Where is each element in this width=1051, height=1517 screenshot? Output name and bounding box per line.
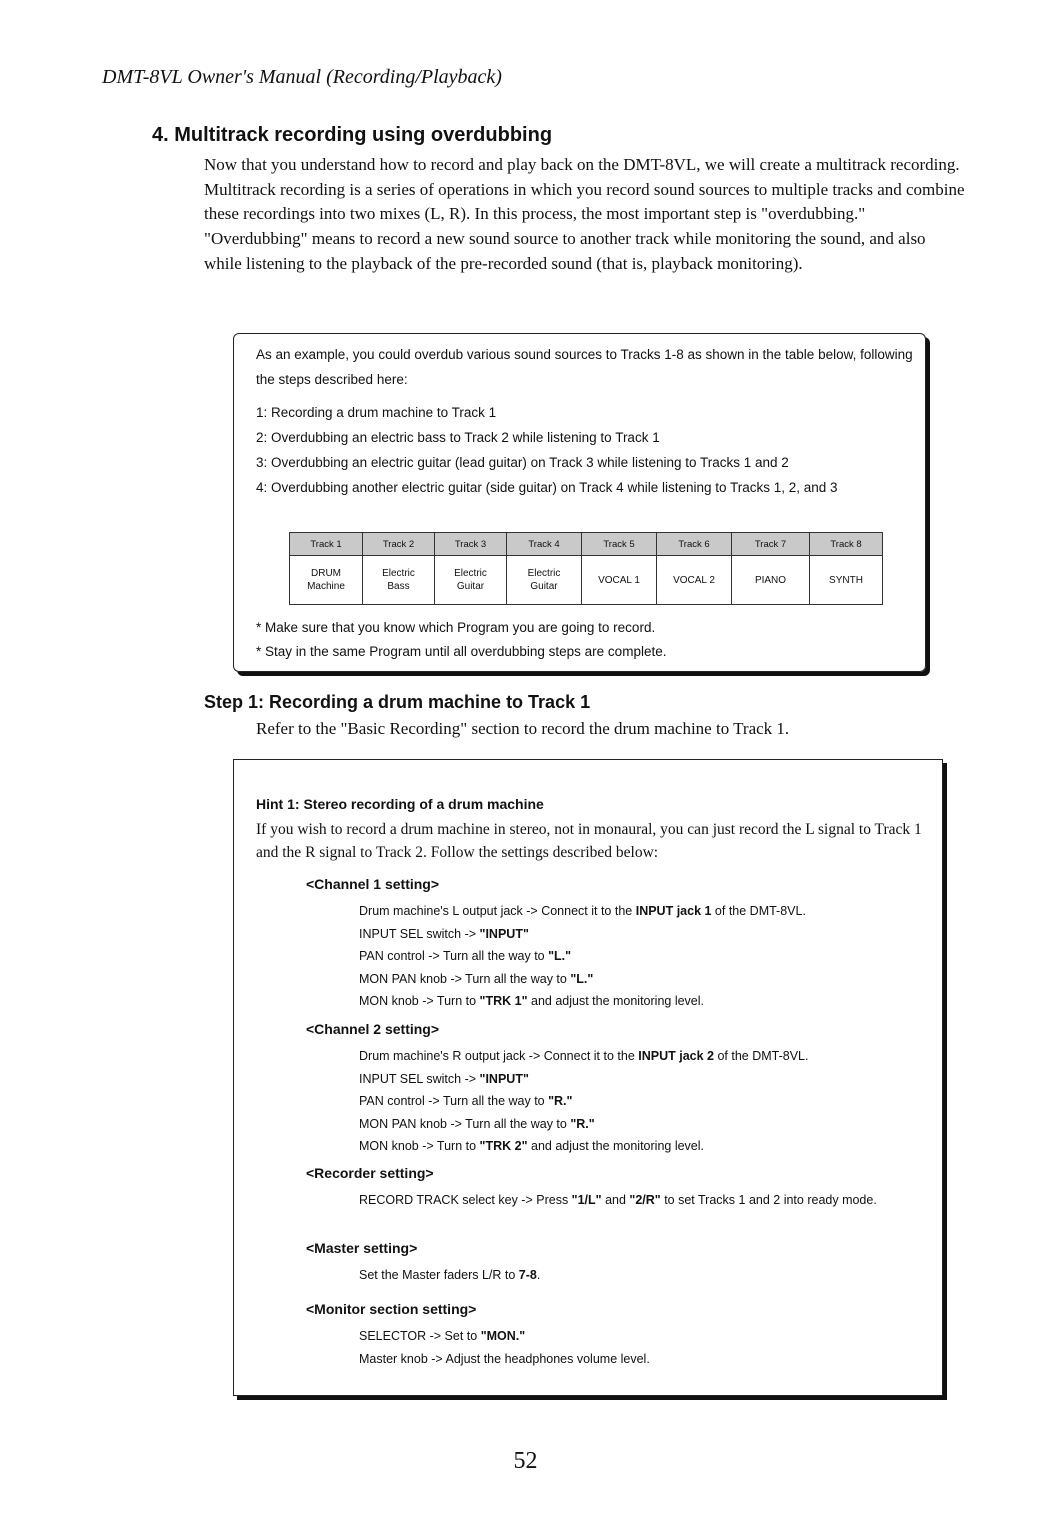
track-cell: Electric Guitar — [507, 556, 582, 605]
example-step: 1: Recording a drum machine to Track 1 — [256, 405, 497, 420]
track-header: Track 1 — [290, 533, 363, 556]
setting-line: SELECTOR -> Set to "MON." — [359, 1329, 526, 1343]
track-cell: SYNTH — [810, 556, 883, 605]
track-cell: VOCAL 1 — [582, 556, 657, 605]
track-header: Track 2 — [363, 533, 435, 556]
monitor-settings — [306, 1301, 650, 1370]
track-cell: Electric Guitar — [435, 556, 507, 605]
track-header: Track 3 — [435, 533, 507, 556]
recorder-settings — [306, 1165, 877, 1212]
channel-1-settings — [306, 876, 806, 1013]
channel-2-settings — [306, 1021, 808, 1158]
track-cell: Electric Bass — [363, 556, 435, 605]
setting-line: MON PAN knob -> Turn all the way to "R." — [359, 1116, 595, 1131]
example-intro: As an example, you could overdub various sound sources to Tracks 1-8 as shown in the table below, following the steps described here: — [256, 347, 913, 387]
setting-line: INPUT SEL switch -> "INPUT" — [359, 926, 529, 941]
track-header: Track 6 — [657, 533, 732, 556]
group-heading: <Monitor section setting> — [306, 1301, 477, 1317]
track-header: Track 5 — [582, 533, 657, 556]
example-step: 2: Overdubbing an electric bass to Track 2 while listening to Track 1 — [256, 430, 660, 445]
track-table — [289, 532, 883, 605]
hint-text: If you wish to record a drum machine in stereo, not in monaural, you can just record the L signal to Track 1 and the R signal to Track 2. Follow the settings described below: — [256, 821, 922, 861]
section-title: 4. Multitrack recording using overdubbing — [152, 124, 553, 146]
track-cell: PIANO — [732, 556, 810, 605]
page-number: 52 — [513, 1448, 538, 1474]
example-step: 4: Overdubbing another electric guitar (side guitar) on Track 4 while listening to Tracks 1, 2, and 3 — [256, 480, 838, 495]
track-cell: DRUM Machine — [290, 556, 363, 605]
track-cell: VOCAL 2 — [657, 556, 732, 605]
example-notes — [256, 616, 666, 664]
setting-line: PAN control -> Turn all the way to "L." — [359, 949, 572, 963]
setting-line: INPUT SEL switch -> "INPUT" — [359, 1071, 529, 1086]
step-title: Step 1: Recording a drum machine to Track 1 — [204, 692, 591, 712]
track-table-header-row — [290, 533, 883, 556]
example-steps — [256, 400, 925, 500]
setting-line: Drum machine's L output jack -> Connect it to the INPUT jack 1 of the DMT-8VL. — [359, 904, 806, 918]
intro-text — [204, 153, 966, 277]
track-table-row — [290, 556, 883, 605]
setting-line: RECORD TRACK select key -> Press "1/L" and "2/R" to set Tracks 1 and 2 into ready mode. — [359, 1193, 877, 1207]
setting-line: MON knob -> Turn to "TRK 1" and adjust the monitoring level. — [359, 994, 705, 1008]
track-header: Track 4 — [507, 533, 582, 556]
master-settings — [306, 1240, 540, 1287]
setting-line: Drum machine's R output jack -> Connect it to the INPUT jack 2 of the DMT-8VL. — [359, 1049, 809, 1063]
example-box — [233, 333, 926, 672]
setting-line: Set the Master faders L/R to 7-8. — [359, 1268, 541, 1282]
setting-line: Master knob -> Adjust the headphones volume level. — [359, 1351, 650, 1366]
intro-paragraph-1: Now that you understand how to record and play back on the DMT-8VL, we will create a multitrack recording. — [204, 155, 960, 174]
running-header: DMT-8VL Owner's Manual (Recording/Playback) — [102, 66, 502, 88]
note: * Make sure that you know which Program you are going to record. — [256, 620, 656, 635]
step-text: Refer to the "Basic Recording" section to record the drum machine to Track 1. — [256, 719, 790, 738]
note: * Stay in the same Program until all overdubbing steps are complete. — [256, 644, 667, 659]
group-heading: <Master setting> — [306, 1240, 418, 1256]
group-heading: <Channel 2 setting> — [306, 1021, 440, 1037]
group-heading: <Channel 1 setting> — [306, 876, 440, 892]
track-header: Track 8 — [810, 533, 883, 556]
example-step: 3: Overdubbing an electric guitar (lead guitar) on Track 3 while listening to Tracks 1 and 2 — [256, 455, 789, 470]
setting-line: MON PAN knob -> Turn all the way to "L." — [359, 971, 594, 986]
setting-line: MON knob -> Turn to "TRK 2" and adjust the monitoring level. — [359, 1139, 705, 1153]
intro-paragraph-2: Multitrack recording is a series of operations in which you record sound sources to multiple tracks and combine these recordings into two mixes (L, R). In this process, the most important step is "overdubbing." "Overdubbing" means to record a new sound source to another track while monitoring the sound, and also while listening to the playback of the pre-recorded sound (that is, playback monitoring). — [204, 179, 965, 273]
hint-title: Hint 1: Stereo recording of a drum machine — [256, 796, 544, 812]
track-header: Track 7 — [732, 533, 810, 556]
setting-line: PAN control -> Turn all the way to "R." — [359, 1094, 573, 1108]
group-heading: <Recorder setting> — [306, 1165, 434, 1181]
hint-box — [233, 759, 943, 1396]
